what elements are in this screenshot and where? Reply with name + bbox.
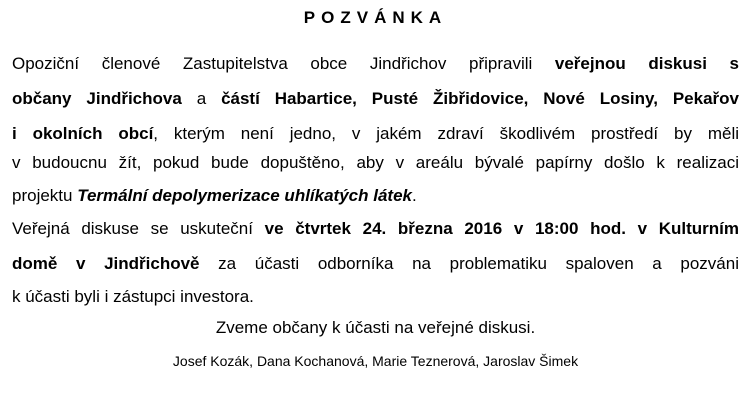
paragraph1-line1	[12, 54, 739, 74]
paragraph2-line2	[12, 254, 739, 274]
paragraph1-line2	[12, 89, 739, 109]
text-run-bold: ve čtvrtek 24. března 2016 v 18:00 hod. v Kulturním	[264, 219, 739, 238]
text-run: Opoziční členové Zastupitelstva obce Jindřichov připravili	[12, 54, 555, 73]
paragraph1-line3	[12, 124, 739, 144]
text-run: k účasti byli i zástupci investora.	[12, 287, 254, 306]
paragraph1-line4	[12, 153, 739, 173]
text-run-bold: i okolních obcí	[12, 124, 154, 143]
text-run: , kterým není jedno, v jakém zdraví škodlivém prostředí by měli	[153, 124, 739, 143]
text-run-bold-italic: Termální depolymerizace uhlíkatých látek	[77, 186, 412, 205]
closing-line: Zveme občany k účasti na veřejné diskusi.	[215, 318, 536, 337]
text-run: .	[411, 186, 417, 205]
paragraph2-line1	[12, 219, 739, 239]
text-run: Veřejná diskuse se uskuteční	[12, 219, 265, 238]
paragraph2-line3	[12, 287, 739, 307]
text-run-bold: veřejnou diskusi s	[554, 54, 739, 73]
text-run-bold: občany Jindřichova	[12, 89, 182, 108]
text-run: v budoucnu žít, pokud bude dopuštěno, aby v areálu bývalé papírny došlo k realizaci	[12, 153, 739, 172]
text-run: projektu	[12, 186, 78, 205]
signatures: Josef Kozák, Dana Kochanová, Marie Teznerová, Jaroslav Šimek	[172, 353, 579, 369]
text-run: za účasti odborníka na problematiku spaloven a pozváni	[199, 254, 739, 273]
text-run: a	[181, 89, 222, 108]
text-run-bold: domě v Jindřichově	[12, 254, 200, 273]
text-run-bold: částí Habartice, Pusté Žibřidovice, Nové Losiny, Pekařov	[221, 89, 739, 108]
document-title: POZVÁNKA	[303, 8, 448, 27]
paragraph1-line5	[12, 186, 739, 206]
